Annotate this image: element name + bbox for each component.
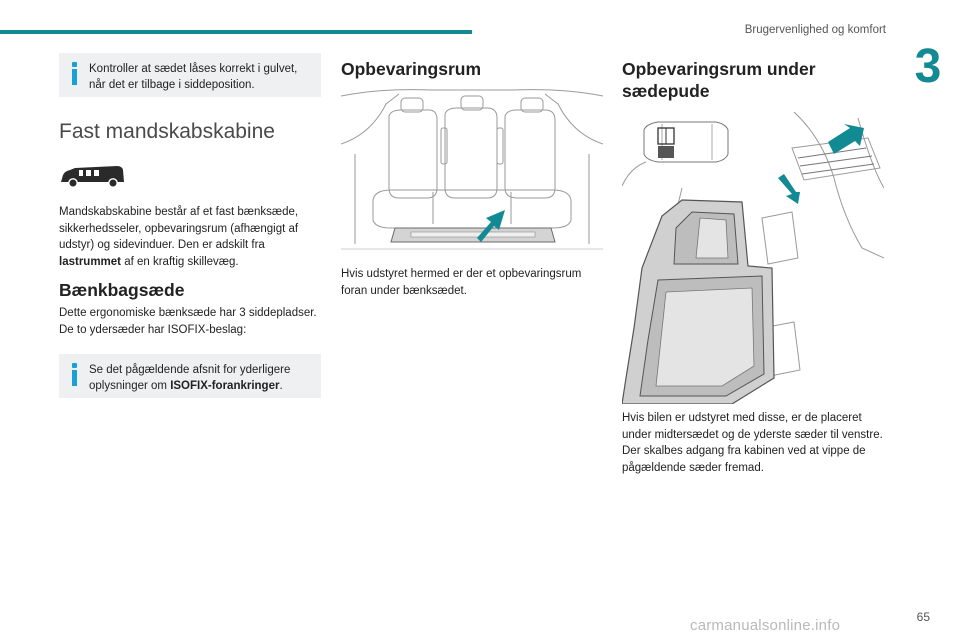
heading-line: sædepude [622,81,710,101]
heading-fast-mandskabskabine: Fast mandskabskabine [59,120,275,143]
info-note-seat-lock [59,53,321,97]
section-title: Brugervenlighed og komfort [744,24,886,36]
heading-baenkbagsaede: Bænkbagsæde [59,280,185,300]
note-text: Se det pågældende afsnit for yderligere oplysninger om [89,364,291,392]
page-number: 65 [916,610,930,624]
para-bold: lastrummet [59,255,121,268]
note-bold: ISOFIX-forankringer [170,380,280,392]
info-note-isofix [59,354,321,398]
paragraph-opbevaringsrum: Hvis udstyret hermed er der et opbevaringsrum foran under bænksædet. [341,268,582,297]
arrow-icon [778,124,864,204]
van-icon [59,162,127,192]
heading-opbevaringsrum: Opbevaringsrum [341,59,482,79]
bench-storage-illustration [341,84,603,256]
header-accent-bar [0,30,472,34]
para-text: Mandskabskabine består af et fast bænksæde, sikkerhedsseler, opbevaringsrum (afhængigt af udstyr) og sidevinduer. Den er adskilt fra [59,206,299,251]
underseat-storage-illustration [622,108,884,404]
para-line: De to ydersæder har ISOFIX-beslag: [59,323,247,336]
paragraph-bench [59,305,321,338]
heading-opbevaringsrum-under-saedepude [622,58,816,102]
para-text: af en kraftig skillevæg. [121,255,239,268]
chapter-number: 3 [914,39,942,93]
note-text: . [279,380,283,392]
para-line: Der skalbes adgang fra kabinen ved at vippe de pågældende sæder fremad. [622,445,866,474]
paragraph-fast-cabin [59,204,321,270]
paragraph-underseat [622,410,884,476]
seat-location-icon [658,128,674,158]
info-icon [70,62,80,88]
heading-line: Opbevaringsrum under [622,59,816,79]
note-text: Kontroller at sædet låses korrekt i gulvet, når det er tilbage i siddeposition. [89,63,298,91]
watermark: carmanualsonline.info [690,617,841,634]
info-icon [70,363,80,389]
para-line: Hvis bilen er udstyret med disse, er de placeret under midtersædet og de yderste sæder til venstre. [622,412,883,441]
para-line: Dette ergonomiske bænksæde har 3 siddepladser. [59,307,317,319]
